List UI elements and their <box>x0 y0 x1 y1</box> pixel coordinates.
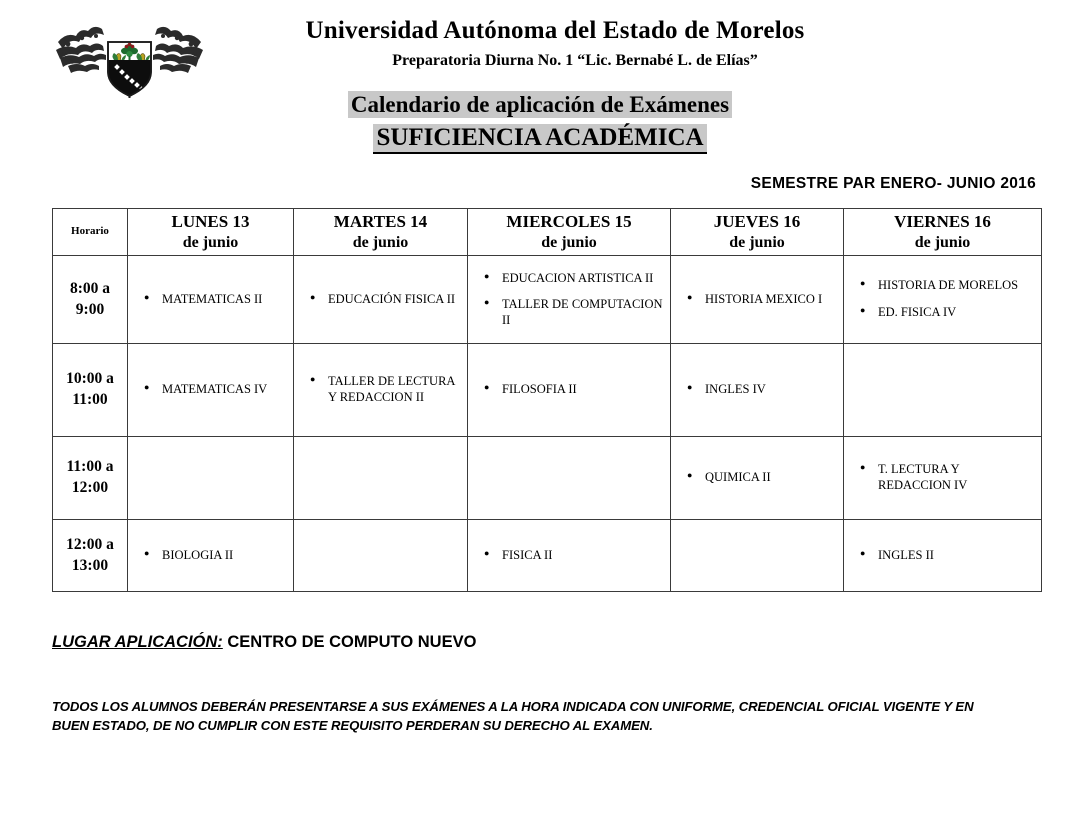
subject-item: ● INGLES IV <box>671 382 843 398</box>
subject-item: ● FISICA II <box>468 548 670 564</box>
column-header-lunes-day: LUNES 13 <box>171 212 250 232</box>
column-header-viernes-month: de junio <box>914 233 971 251</box>
table-row <box>53 520 1042 592</box>
subject-item: ● MATEMATICAS IV <box>128 382 293 398</box>
column-header-martes-month: de junio <box>352 233 409 251</box>
subject-list <box>671 292 843 308</box>
row-time-slot <box>53 437 128 520</box>
uaem-coat-of-arms-icon <box>52 20 207 98</box>
location-label: LUGAR APLICACIÓN: <box>52 633 223 651</box>
semester-label: SEMESTRE PAR ENERO- JUNIO 2016 <box>750 175 1036 192</box>
table-row <box>53 344 1042 437</box>
exam-type-text: SUFICIENCIA ACADÉMICA <box>373 124 706 154</box>
column-header-martes-day: MARTES 14 <box>333 212 428 232</box>
row-time-end: 13:00 <box>71 556 109 574</box>
table-header <box>53 209 1042 256</box>
subject-list <box>294 292 467 308</box>
subject-list <box>844 462 1041 493</box>
cell-martes <box>294 437 468 520</box>
subject-item: ● HISTORIA MEXICO I <box>671 292 843 308</box>
cell-viernes <box>844 256 1042 344</box>
row-time-end: 12:00 <box>71 479 109 496</box>
exam-schedule-table-wrapper <box>52 208 1041 592</box>
location-line <box>52 633 476 652</box>
cell-jueves <box>671 437 844 520</box>
column-header-lunes <box>128 209 294 256</box>
cell-viernes <box>844 437 1042 520</box>
column-header-lunes-month: de junio <box>182 233 239 251</box>
column-header-viernes <box>844 209 1042 256</box>
calendar-title <box>0 92 1080 118</box>
subject-item: ● ED. FISICA IV <box>844 305 1041 321</box>
subject-list <box>128 382 293 398</box>
exam-schedule-table <box>52 208 1042 592</box>
row-time-end: 9:00 <box>75 300 105 318</box>
exam-type-title <box>0 124 1080 152</box>
row-time-start: 11:00 a <box>66 458 114 476</box>
cell-jueves <box>671 344 844 437</box>
subject-list <box>468 382 670 398</box>
subject-item: ● BIOLOGIA II <box>128 548 293 564</box>
disclaimer-note: TODOS LOS ALUMNOS DEBERÁN PRESENTARSE A SUS EXÁMENES A LA HORA INDICADA CON UNIFORME, CREDENCIAL OFICIAL VIGENTE Y EN BUEN ESTADO, DE NO CUMPLIR CON ESTE REQUISITO PERDERAN SU DERECHO AL EXAMEN. <box>52 699 974 734</box>
subject-list <box>468 271 670 329</box>
subject-item: ● T. LECTURA Y REDACCION IV <box>844 462 1041 493</box>
row-time-start: 10:00 a <box>66 370 114 388</box>
subject-list <box>468 548 670 564</box>
cell-lunes <box>128 256 294 344</box>
table-header-row <box>53 209 1042 256</box>
subject-item: ● INGLES II <box>844 548 1041 564</box>
column-header-jueves-month: de junio <box>729 233 785 251</box>
cell-jueves <box>671 256 844 344</box>
subject-item: ● QUIMICA II <box>671 470 843 486</box>
subject-list <box>671 470 843 486</box>
subject-item: ● TALLER DE COMPUTACION II <box>468 297 670 328</box>
row-time-start: 12:00 a <box>66 535 114 553</box>
table-row <box>53 256 1042 344</box>
subject-list <box>294 374 467 405</box>
cell-lunes <box>128 344 294 437</box>
table-row <box>53 437 1042 520</box>
subject-list <box>128 292 293 308</box>
cell-martes <box>294 520 468 592</box>
row-time-end: 11:00 <box>72 391 108 408</box>
subject-item: ● MATEMATICAS II <box>128 292 293 308</box>
subject-item: ● EDUCACION ARTISTICA II <box>468 271 670 287</box>
cell-lunes <box>128 520 294 592</box>
cell-viernes <box>844 344 1042 437</box>
university-name: Universidad Autónoma del Estado de Morelos <box>305 17 805 44</box>
calendar-title-text: Calendario de aplicación de Exámenes <box>348 91 732 118</box>
cell-miercoles <box>468 256 671 344</box>
table-body <box>53 256 1042 592</box>
cell-lunes <box>128 437 294 520</box>
cell-miercoles <box>468 344 671 437</box>
subject-list <box>844 278 1041 320</box>
column-header-viernes-day: VIERNES 16 <box>894 212 991 232</box>
cell-martes <box>294 344 468 437</box>
row-time-slot <box>53 256 128 344</box>
cell-viernes <box>844 520 1042 592</box>
cell-jueves <box>671 520 844 592</box>
location-value: CENTRO DE COMPUTO NUEVO <box>222 633 477 651</box>
subject-item: ● TALLER DE LECTURA Y REDACCION II <box>294 374 467 405</box>
column-header-horario: Horario <box>53 209 128 256</box>
column-header-miercoles-month: de junio <box>541 233 597 251</box>
subject-item: ● FILOSOFIA II <box>468 382 670 398</box>
column-header-miercoles-day: MIERCOLES 15 <box>506 212 632 232</box>
subject-list <box>844 548 1041 564</box>
school-name: Preparatoria Diurna No. 1 “Lic. Bernabé L. de Elías” <box>392 52 758 69</box>
column-header-jueves-day: JUEVES 16 <box>713 212 801 232</box>
document-header <box>0 0 1080 200</box>
subject-list <box>671 382 843 398</box>
column-header-martes <box>294 209 468 256</box>
subject-item: ● HISTORIA DE MORELOS <box>844 278 1041 294</box>
subject-item: ● EDUCACIÓN FISICA II <box>294 292 467 308</box>
cell-miercoles <box>468 520 671 592</box>
row-time-start: 8:00 a <box>69 279 111 297</box>
column-header-miercoles <box>468 209 671 256</box>
row-time-slot <box>53 344 128 437</box>
column-header-jueves <box>671 209 844 256</box>
cell-martes <box>294 256 468 344</box>
subject-list <box>128 548 293 564</box>
cell-miercoles <box>468 437 671 520</box>
row-time-slot <box>53 520 128 592</box>
